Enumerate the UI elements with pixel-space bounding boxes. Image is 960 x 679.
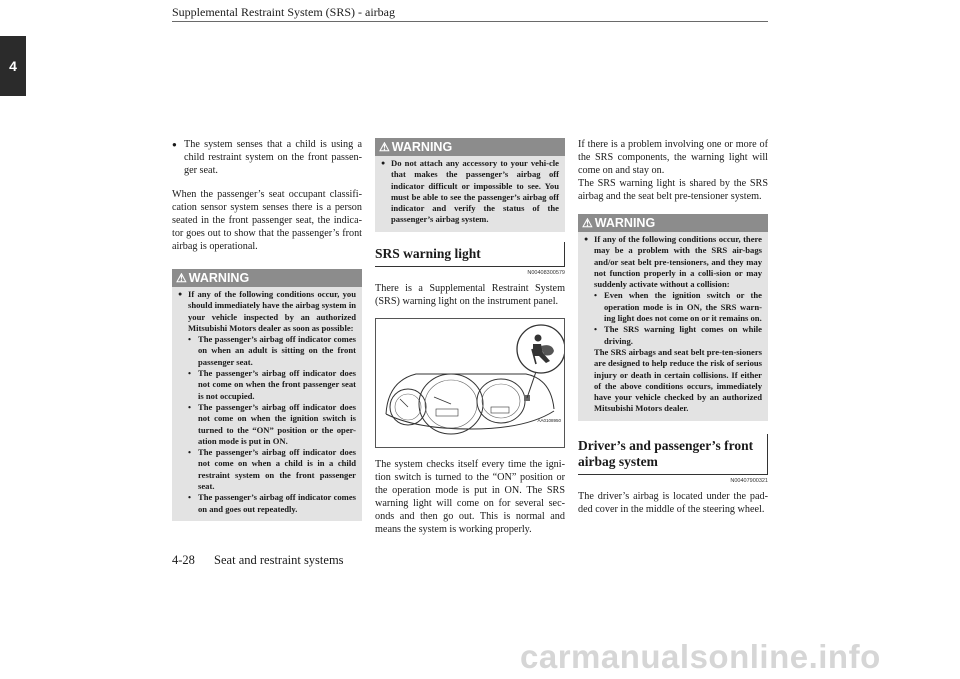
bullet-text: The system senses that a child is using a child restraint system on the front passen-ger seat. <box>184 139 362 176</box>
page-footer <box>172 553 344 568</box>
figure-code: AA0108950 <box>537 417 561 423</box>
warning-subitem-text: Even when the ignition switch or the operation mode is in ON, the SRS warn-ing light does not come on or it remains on. <box>604 290 762 324</box>
warning-subitem: • The passenger’s airbag off indicator does not come on when the ignition switch is turned to the “ON” position or the oper-ation mode is put in ON. <box>188 401 356 446</box>
warning-subitem-text: The passenger’s airbag off indicator does not come on when the front passenger seat is not occupied. <box>198 368 356 401</box>
bullet-icon: ● <box>584 235 589 243</box>
warning-header <box>578 214 768 232</box>
warning-tail-text: The SRS airbags and seat belt pre-ten-sioners are designed to help reduce the risk of serious injury or death in certain collisions. If either of the above conditions occurs, immediately have your vehicle checked by an authorized Mitsubishi Motors dealer. <box>594 346 762 414</box>
warning-subitem-text: The passenger’s airbag off indicator comes on when an adult is sitting on the front passenger seat. <box>198 334 356 367</box>
warning-subitem: • The passenger’s airbag off indicator comes on and goes out repeatedly. <box>188 492 356 514</box>
body-paragraph: If there is a problem involving one or more of the SRS components, the warning light will come on and stay on. The SRS warning light is shared by the SRS airbag and the seat belt pre-tensioner system. <box>578 139 768 202</box>
warning-header <box>172 269 362 287</box>
footer-section: Seat and restraint systems <box>214 553 344 567</box>
bullet-icon: ● <box>172 140 177 149</box>
header-rule <box>172 21 768 22</box>
warning-label: WARNING <box>594 216 656 230</box>
bullet-item <box>172 138 362 177</box>
section-code: N00408300579 <box>527 269 565 276</box>
warning-subitem: • The SRS warning light comes on while driving. <box>594 324 762 346</box>
warning-header <box>375 138 565 156</box>
body-paragraph: The driver’s airbag is located under the pad-ded cover in the middle of the steering wheel. <box>578 490 768 515</box>
column-3 <box>578 138 768 516</box>
column-2 <box>375 138 565 536</box>
watermark: carmanualsonline.info <box>520 638 881 675</box>
body-paragraph: The system checks itself every time the igni-tion switch is turned to the “ON” position or the operation mode is put in ON. The SRS warning light will come on for several sec-onds and then go out. This is normal and means the system is working properly. <box>375 458 565 535</box>
warning-lead-text: Do not attach any accessory to your vehi-cle that makes the passenger’s airbag off indicator difficult or impossible to see. You must be able to see the passenger’s airbag off indicator and verify the status of the passenger’s airbag system. <box>391 158 559 225</box>
instrument-panel-figure <box>375 318 565 448</box>
page-header-title: Supplemental Restraint System (SRS) - airbag <box>172 5 395 19</box>
warning-lead-text: If any of the following conditions occur, you should immediately have the airbag system in your vehicle inspected by an authorized Mitsubishi Motors dealer as soon as possible: <box>188 289 356 333</box>
warning-subitem-text: The passenger’s airbag off indicator does not come on when the ignition switch is turned to the “ON” position or the oper-ation mode is put in ON. <box>198 401 356 446</box>
warning-subitem: • The passenger’s airbag off indicator does not come on when the front passenger seat is not occupied. <box>188 368 356 401</box>
section-title: Driver’s and passenger’s front airbag system <box>578 434 768 475</box>
warning-lead-text: If any of the following conditions occur, there may be a problem with the SRS air-bags and/or seat belt pre-tensioners, and they may not function properly in a colli-sion or may suddenly activate without a collision: <box>594 234 762 290</box>
bullet-icon: ● <box>381 159 386 167</box>
warning-body <box>172 287 362 515</box>
page-number: 4-28 <box>172 553 195 567</box>
warning-subitem: • Even when the ignition switch or the operation mode is in ON, the SRS warn-ing light does not come on or it remains on. <box>594 290 762 324</box>
section-title: SRS warning light <box>375 242 565 267</box>
warning-subitem-text: The passenger’s airbag off indicator does not come on when a child is in a child restraint system on the front passenger seat. <box>198 447 356 492</box>
instrument-cluster-illustration <box>376 319 565 448</box>
warning-subitem: • The passenger’s airbag off indicator comes on when an adult is sitting on the front passenger seat. <box>188 334 356 367</box>
body-paragraph: There is a Supplemental Restraint System (SRS) warning light on the instrument panel. <box>375 282 565 307</box>
warning-triangle-icon: ⚠ <box>379 140 390 154</box>
warning-label: WARNING <box>188 271 250 285</box>
warning-subitem-text: The passenger’s airbag off indicator comes on and goes out repeatedly. <box>198 492 356 514</box>
column-1 <box>172 138 362 521</box>
warning-box <box>578 214 768 421</box>
body-paragraph: When the passenger’s seat occupant classifi-cation sensor system senses there is a person seated in the front passenger seat, the indica-tor goes out to show that the passenger’s front airbag is operational. <box>172 189 362 252</box>
warning-lead <box>381 158 559 226</box>
warning-triangle-icon: ⚠ <box>176 271 187 285</box>
section-code: N00407900321 <box>730 477 768 484</box>
warning-body <box>375 156 565 226</box>
warning-box <box>375 138 565 232</box>
chapter-tab: 4 <box>0 36 26 96</box>
warning-label: WARNING <box>391 140 453 154</box>
warning-triangle-icon: ⚠ <box>582 216 593 230</box>
warning-lead <box>584 234 762 290</box>
warning-box <box>172 269 362 521</box>
warning-subitem-text: The SRS warning light comes on while driving. <box>604 324 762 346</box>
warning-body <box>578 232 768 415</box>
warning-subitem: • The passenger’s airbag off indicator does not come on when a child is in a child restraint system on the front passenger seat. <box>188 447 356 492</box>
bullet-icon: ● <box>178 290 183 298</box>
warning-lead <box>178 289 356 334</box>
